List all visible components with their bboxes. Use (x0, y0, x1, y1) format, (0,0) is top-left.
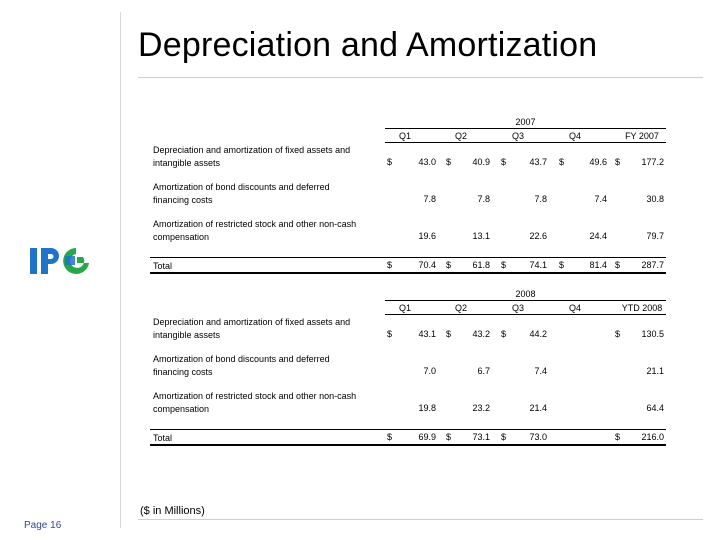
units-note: ($ in Millions) (140, 505, 205, 517)
header-rule (385, 142, 666, 143)
row-label-line2: compensation (153, 404, 210, 414)
currency-symbol: $ (446, 260, 452, 270)
vertical-divider (120, 12, 121, 528)
table-cell-value: 7.4 (534, 366, 547, 376)
table-cell-value: 177.2 (641, 157, 664, 167)
row-label-line1: Amortization of bond discounts and deferred (153, 354, 330, 364)
table-cell-value: 23.2 (472, 403, 490, 413)
table-cell-value: 7.4 (594, 194, 607, 204)
table-cell-value: 64.4 (646, 403, 664, 413)
total-top-rule (150, 257, 666, 258)
total-value: 74.1 (529, 260, 547, 270)
total-label: Total (153, 433, 173, 443)
currency-symbol: $ (615, 157, 621, 167)
column-header: Q4 (568, 131, 581, 141)
column-header: FY 2007 (625, 131, 659, 141)
table-cell-value: 19.8 (418, 403, 436, 413)
currency-symbol: $ (446, 329, 452, 339)
currency-symbol: $ (615, 432, 621, 442)
column-header: Q3 (511, 303, 524, 313)
column-header: YTD 2008 (621, 303, 663, 313)
currency-symbol: $ (387, 157, 393, 167)
page-title: Depreciation and Amortization (138, 26, 598, 64)
column-header: Q2 (454, 303, 467, 313)
table-cell-value: 79.7 (646, 231, 664, 241)
total-top-rule (150, 429, 666, 430)
table-cell-value: 43.7 (529, 157, 547, 167)
row-label-line1: Amortization of bond discounts and deferred (153, 182, 330, 192)
table-2007 (150, 117, 666, 277)
currency-symbol: $ (501, 432, 507, 442)
total-bottom-rule (150, 444, 666, 446)
ipg-logo (30, 246, 92, 276)
column-header: Q3 (511, 131, 524, 141)
year-rule (385, 300, 666, 301)
table-cell-value: 6.7 (477, 366, 490, 376)
title-rule (138, 77, 703, 78)
column-header: Q2 (454, 131, 467, 141)
currency-symbol: $ (501, 260, 507, 270)
total-value: 70.4 (418, 260, 436, 270)
page-number: Page 16 (24, 520, 62, 531)
currency-symbol: $ (446, 432, 452, 442)
total-value: 73.1 (472, 432, 490, 442)
table-cell-value: 22.6 (529, 231, 547, 241)
row-label-line1: Depreciation and amortization of fixed assets and (153, 145, 351, 155)
table-cell-value: 24.4 (589, 231, 607, 241)
total-value: 287.7 (641, 260, 664, 270)
row-label-line1: Depreciation and amortization of fixed assets and (153, 317, 351, 327)
currency-symbol: $ (559, 157, 565, 167)
total-label: Total (153, 261, 173, 271)
row-label-line1: Amortization of restricted stock and other non-cash (153, 219, 357, 229)
currency-symbol: $ (615, 260, 621, 270)
row-label-line2: financing costs (153, 195, 213, 205)
table-cell-value: 7.8 (423, 194, 436, 204)
currency-symbol: $ (446, 157, 452, 167)
row-label-line1: Amortization of restricted stock and other non-cash (153, 391, 357, 401)
table-cell-value: 30.8 (646, 194, 664, 204)
header-rule (385, 314, 666, 315)
total-bottom-rule (150, 272, 666, 274)
table-cell-value: 130.5 (641, 329, 664, 339)
row-label-line2: intangible assets (153, 330, 221, 340)
currency-symbol: $ (615, 329, 621, 339)
table-cell-value: 7.8 (477, 194, 490, 204)
column-header: Q4 (568, 303, 581, 313)
year-header: 2007 (515, 117, 536, 127)
currency-symbol: $ (387, 329, 393, 339)
table-cell-value: 7.8 (534, 194, 547, 204)
column-header: Q1 (398, 303, 411, 313)
currency-symbol: $ (387, 432, 393, 442)
year-rule (385, 128, 666, 129)
table-2008 (150, 289, 666, 449)
total-value: 69.9 (418, 432, 436, 442)
table-cell-value: 13.1 (472, 231, 490, 241)
table-cell-value: 19.6 (418, 231, 436, 241)
column-header: Q1 (398, 131, 411, 141)
footer-rule (138, 519, 703, 520)
row-label-line2: financing costs (153, 367, 213, 377)
table-cell-value: 21.1 (646, 366, 664, 376)
total-value: 216.0 (641, 432, 664, 442)
total-value: 73.0 (529, 432, 547, 442)
year-header: 2008 (515, 289, 536, 299)
table-cell-value: 7.0 (423, 366, 436, 376)
currency-symbol: $ (387, 260, 393, 270)
table-cell-value: 43.1 (418, 329, 436, 339)
currency-symbol: $ (501, 329, 507, 339)
table-cell-value: 44.2 (529, 329, 547, 339)
total-value: 61.8 (472, 260, 490, 270)
table-cell-value: 43.0 (418, 157, 436, 167)
row-label-line2: intangible assets (153, 158, 221, 168)
table-cell-value: 40.9 (472, 157, 490, 167)
table-cell-value: 49.6 (589, 157, 607, 167)
table-cell-value: 43.2 (472, 329, 490, 339)
table-cell-value: 21.4 (529, 403, 547, 413)
row-label-line2: compensation (153, 232, 210, 242)
total-value: 81.4 (589, 260, 607, 270)
currency-symbol: $ (559, 260, 565, 270)
currency-symbol: $ (501, 157, 507, 167)
